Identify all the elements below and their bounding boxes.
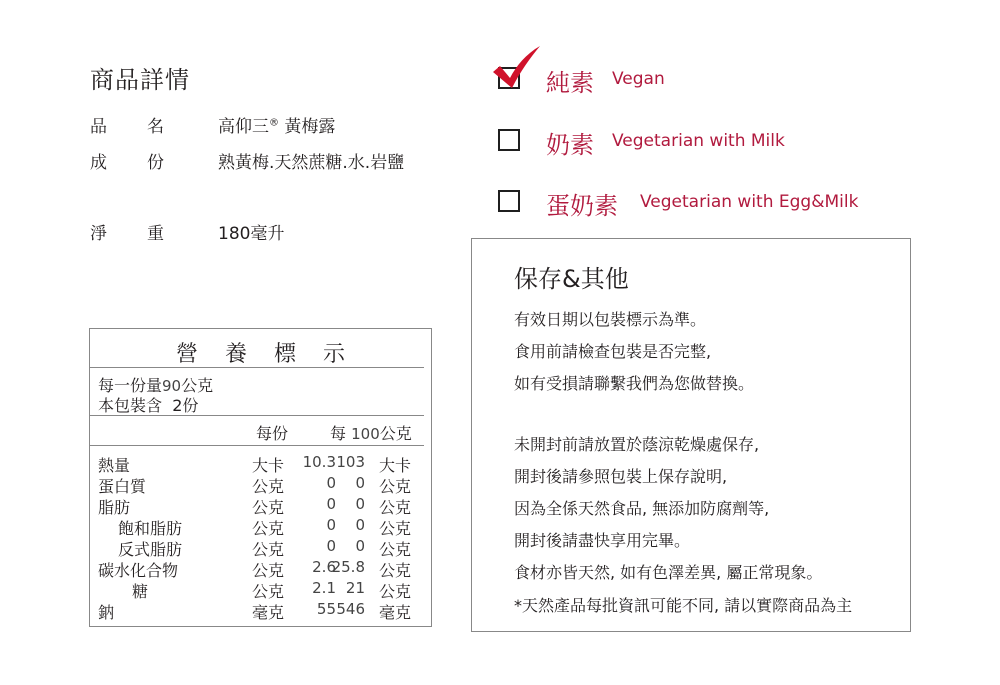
storage-line: *天然產品每批資訊可能不同, 請以實際商品為主: [514, 596, 853, 615]
per-serving-unit: 公克: [252, 477, 285, 496]
milk-checkbox[interactable]: [498, 129, 520, 151]
net-label-2: 重: [147, 224, 164, 244]
per-serving-unit: 公克: [252, 519, 285, 538]
diet-egg-milk-en: Vegetarian with Egg&Milk: [640, 192, 859, 212]
servings-label: 本包裝含: [98, 396, 163, 415]
nutrition-title-char-3: 標: [274, 342, 297, 367]
net-label-1: 淨: [90, 224, 107, 244]
per-serving-unit: 大卡: [252, 456, 285, 475]
per-100-value: 21: [345, 579, 365, 597]
storage-line: 未開封前請放置於蔭涼乾燥處保存,: [514, 435, 760, 454]
registered-mark: ®: [269, 117, 279, 129]
storage-line: 開封後請參照包裝上保存說明,: [514, 467, 728, 486]
per-serving-unit: 毫克: [252, 603, 285, 622]
col-per-100-value: 100: [351, 425, 380, 443]
divider: [90, 415, 424, 416]
per-100-value: 0: [355, 474, 365, 492]
per-serving-value: 0: [326, 537, 336, 555]
nutrition-title-char-4: 示: [323, 342, 346, 367]
storage-line: 開封後請盡快享用完畢。: [514, 531, 691, 550]
storage-box: [471, 238, 911, 632]
storage-line: 有效日期以包裝標示為準。: [514, 310, 707, 329]
diet-vegan-cn: 純素: [546, 69, 594, 97]
per-100-value: 103: [336, 453, 365, 471]
nutrition-title-char-2: 養: [224, 342, 247, 367]
nutrient-name: 反式脂肪: [118, 540, 183, 559]
per-100-unit: 公克: [379, 498, 412, 517]
per-serving-unit: 公克: [252, 561, 285, 580]
nutrition-row: [90, 579, 431, 601]
storage-line: 食材亦皆天然, 如有色澤差異, 屬正常現象。: [514, 563, 823, 582]
per-100-value: 0: [355, 516, 365, 534]
ingredients-value: 熟黃梅.天然蔗糖.水.岩鹽: [218, 153, 405, 173]
nutrient-name: 脂肪: [98, 498, 131, 517]
per-100-value: 25.8: [331, 558, 365, 576]
net-label: [90, 219, 164, 244]
col-per-100: [330, 421, 412, 444]
name-label: [90, 112, 164, 137]
storage-line: 食用前請檢查包裝是否完整,: [514, 342, 712, 361]
details-title: 商品詳情: [90, 66, 190, 94]
serving-size-value: 90: [162, 377, 182, 395]
per-100-unit: 公克: [379, 519, 412, 538]
nutrient-name: 熱量: [98, 456, 131, 475]
per-100-value: 0: [355, 495, 365, 513]
nutrition-row: [90, 516, 431, 538]
per-serving-value: 0: [326, 516, 336, 534]
name-value-main: 高仰三: [218, 117, 269, 137]
nutrient-name: 鈉: [98, 603, 115, 622]
per-serving-value: 55: [316, 600, 336, 618]
col-per-100-prefix: 每: [330, 424, 347, 443]
per-100-unit: 大卡: [379, 456, 412, 475]
ingredients-label: [90, 148, 164, 173]
diet-milk-cn: 奶素: [546, 131, 594, 159]
nutrition-row: [90, 495, 431, 517]
egg-milk-checkbox[interactable]: [498, 190, 520, 212]
per-serving-unit: 公克: [252, 498, 285, 517]
name-value: [218, 112, 335, 137]
servings-value: 2份: [172, 396, 199, 415]
per-serving-value: 2.6: [312, 558, 336, 576]
nutrition-row: [90, 537, 431, 559]
diet-egg-milk-cn: 蛋奶素: [546, 192, 618, 220]
per-serving-value: 10.3: [302, 453, 336, 471]
divider: [90, 367, 424, 368]
net-value: 180毫升: [218, 224, 285, 244]
check-mark-icon: [490, 44, 544, 90]
serving-size-unit: 公克: [181, 376, 214, 395]
diet-vegan-en: Vegan: [612, 69, 665, 89]
nutrition-row: [90, 474, 431, 496]
per-100-unit: 公克: [379, 582, 412, 601]
divider: [90, 445, 424, 446]
per-100-value: 0: [355, 537, 365, 555]
nutrition-row: [90, 600, 431, 622]
per-100-value: 546: [336, 600, 365, 618]
nutrient-name: 蛋白質: [98, 477, 147, 496]
servings-per-pack: [98, 393, 198, 416]
nutrient-name: 糖: [132, 582, 149, 601]
per-serving-unit: 公克: [252, 540, 285, 559]
name-label-1: 品: [90, 117, 107, 137]
per-100-unit: 公克: [379, 561, 412, 580]
per-serving-value: 0: [326, 474, 336, 492]
nutrition-title: [90, 337, 431, 368]
nutrition-facts-box: [89, 328, 432, 627]
name-label-2: 名: [147, 117, 164, 137]
nutrition-row: [90, 558, 431, 580]
per-serving-value: 0: [326, 495, 336, 513]
per-100-unit: 公克: [379, 477, 412, 496]
nutrient-name: 碳水化合物: [98, 561, 179, 580]
per-100-unit: 公克: [379, 540, 412, 559]
diet-milk-en: Vegetarian with Milk: [612, 131, 785, 151]
col-per-100-unit: 公克: [379, 424, 412, 443]
col-per-serving: 每份: [256, 424, 289, 443]
nutrition-title-char-1: 營: [175, 342, 198, 367]
per-serving-unit: 公克: [252, 582, 285, 601]
storage-title: 保存&其他: [514, 265, 629, 293]
serving-size-label: 每一份量: [98, 376, 163, 395]
per-serving-value: 2.1: [312, 579, 336, 597]
name-value-rest: 黃梅露: [279, 117, 336, 137]
storage-line: 因為全係天然食品, 無添加防腐劑等,: [514, 499, 770, 518]
per-100-unit: 毫克: [379, 603, 412, 622]
ingredients-label-1: 成: [90, 153, 107, 173]
storage-line: 如有受損請聯繫我們為您做替換。: [514, 374, 755, 393]
nutrition-row: [90, 453, 431, 475]
nutrient-name: 飽和脂肪: [118, 519, 183, 538]
ingredients-label-2: 份: [147, 153, 164, 173]
